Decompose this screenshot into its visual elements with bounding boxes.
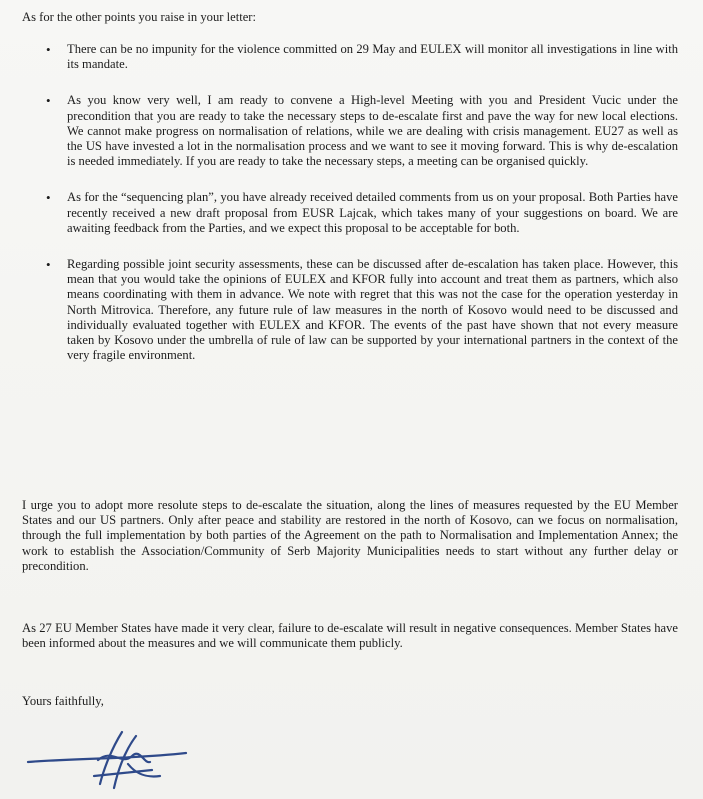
bullet-text: As for the “sequencing plan”, you have already received detailed comments from us on your proposal. Both Parties have recently received a new draft proposal from EUSR Lajcak, which takes many of your suggestions on board. We are awaiting feedback from the Parties, and we expect this proposal to be acceptable for both.	[67, 190, 678, 235]
handwritten-signature	[24, 718, 194, 798]
bullet-dot: •	[46, 257, 51, 273]
paragraph-consequences: As 27 EU Member States have made it very clear, failure to de-escalate will result in negative consequences. Member States have been informed about the measures and we will communicate them publicly.	[22, 621, 678, 651]
intro-sentence: As for the other points you raise in your letter:	[22, 10, 256, 24]
bullet-item-security-assessments	[46, 257, 678, 363]
closing-salutation: Yours faithfully,	[22, 694, 104, 708]
bullet-item-impunity	[46, 42, 678, 72]
bullet-dot: •	[46, 190, 51, 206]
bullet-item-sequencing-plan	[46, 190, 678, 236]
bullet-text: There can be no impunity for the violence committed on 29 May and EULEX will monitor all investigations in line with its mandate.	[67, 42, 678, 72]
bullet-list	[46, 42, 678, 384]
bullet-text: As you know very well, I am ready to convene a High-level Meeting with you and President Vucic under the precondition that you are ready to take the necessary steps to de-escalate first and pave the way for new local elections. We cannot make progress on normalisation of relations, while we are dealing with crisis management. EU27 as well as the US have invested a lot in the normalisation process and we want to see it moving forward. This is why de-escalation is needed immediately. If you are ready to take the necessary steps, a meeting can be organised quickly.	[67, 93, 678, 169]
paragraph-urge-deescalation: I urge you to adopt more resolute steps to de-escalate the situation, along the lines of measures requested by the EU Member States and our US partners. Only after peace and stability are restored in the north of Kosovo, can we focus on normalisation, through the full implementation by both parties of the Agreement on the path to Normalisation and Implementation Annex; the work to establish the Association/Community of Serb Majority Municipalities needs to start without any further delay or precondition.	[22, 498, 678, 573]
bullet-text: Regarding possible joint security assessments, these can be discussed after de-escalation has taken place. However, this mean that you would take the opinions of EULEX and KFOR fully into account and treat them as partners, which also means coordinating with them in advance. We note with regret that this was not the case for the operation yesterday in North Mitrovica. Therefore, any future rule of law measures in the north of Kosovo would need to be discussed and individually evaluated together with EULEX and KFOR. The events of the past have shown that not every measure taken by Kosovo under the umbrella of rule of law can be supported by your international partners in the context of the very fragile environment.	[67, 257, 678, 363]
bullet-dot: •	[46, 93, 51, 109]
bullet-dot: •	[46, 42, 51, 57]
bullet-item-high-level-meeting	[46, 93, 678, 169]
